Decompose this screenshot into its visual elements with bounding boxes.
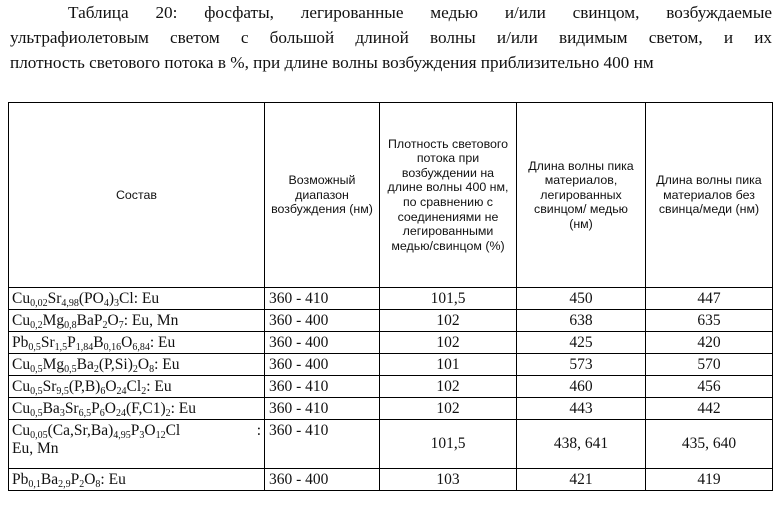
caption-line-3: плотность светового потока в %, при длине волны возбуждения приблизительно 400 нм — [10, 53, 654, 72]
cell-flux: 102 — [380, 376, 517, 398]
cell-peak-doped: 438, 641 — [517, 420, 646, 469]
cell-range: 360 - 410 — [265, 376, 380, 398]
cell-composition: $Cu_{0,02}Sr_{4,98}(PO_4)_3Cl$: Eu — [9, 288, 265, 310]
formula-separator: : — [256, 422, 261, 439]
cell-peak-doped: 573 — [517, 354, 646, 376]
cell-peak-undoped: 456 — [646, 376, 773, 398]
cell-peak-undoped: 419 — [646, 469, 773, 491]
cell-peak-undoped: 442 — [646, 398, 773, 420]
phosphor-table — [8, 102, 773, 491]
cell-range: 360 - 410 — [265, 420, 380, 469]
cell-flux: 101,5 — [380, 288, 517, 310]
cell-peak-undoped: 570 — [646, 354, 773, 376]
cell-range: 360 - 400 — [265, 354, 380, 376]
cell-flux: 102 — [380, 310, 517, 332]
header-peak-undoped: Длина волны пика материалов без свинца/меди (нм) — [646, 103, 773, 288]
cell-flux: 101 — [380, 354, 517, 376]
cell-range: 360 - 400 — [265, 310, 380, 332]
cell-peak-doped: 425 — [517, 332, 646, 354]
cell-range: 360 - 400 — [265, 469, 380, 491]
cell-composition: : $Cu_{0,05}(Ca,Sr,Ba)_{4,95}P_3O_{12}Cl$ Eu, Mn — [9, 420, 265, 469]
table-row — [9, 288, 773, 310]
cell-composition: $Cu_{0,5}Mg_{0,5}Ba_2(P,Si)_2O_8$: Eu — [9, 354, 265, 376]
header-composition: Состав — [9, 103, 265, 288]
cell-peak-undoped: 420 — [646, 332, 773, 354]
cell-peak-doped: 450 — [517, 288, 646, 310]
cell-range: 360 - 410 — [265, 398, 380, 420]
cell-peak-doped: 460 — [517, 376, 646, 398]
table-row — [9, 398, 773, 420]
table-row — [9, 420, 773, 469]
cell-peak-undoped: 447 — [646, 288, 773, 310]
cell-flux: 103 — [380, 469, 517, 491]
cell-range: 360 - 410 — [265, 288, 380, 310]
table-row — [9, 354, 773, 376]
cell-flux: 101,5 — [380, 420, 517, 469]
cell-peak-undoped: 635 — [646, 310, 773, 332]
caption-line-1: Таблица 20: фосфаты, легированные медью и/или свинцом, возбуждаемые — [68, 3, 772, 22]
cell-composition: $Cu_{0,2}Mg_{0,8}BaP_2O_7$: Eu, Mn — [9, 310, 265, 332]
cell-flux: 102 — [380, 398, 517, 420]
cell-composition: $Pb_{0,1}Ba_{2,9}P_2O_8$: Eu — [9, 469, 265, 491]
table-caption — [10, 0, 772, 75]
table-row — [9, 376, 773, 398]
table-row — [9, 310, 773, 332]
header-flux: Плотность светового потока при возбуждении на длине волны 400 нм, по сравнению с соединениями не легированными медью/свинцом (%) — [380, 103, 517, 288]
header-row — [9, 103, 773, 288]
header-range: Возможный диапазон возбуждения (нм) — [265, 103, 380, 288]
cell-flux: 102 — [380, 332, 517, 354]
cell-composition: $Pb_{0,5}Sr_{1,5}P_{1,84}B_{0,16}O_{6,84}$: Eu — [9, 332, 265, 354]
table-row — [9, 469, 773, 491]
cell-peak-doped: 443 — [517, 398, 646, 420]
cell-range: 360 - 400 — [265, 332, 380, 354]
header-peak-doped: Длина волны пика материалов, легированных свинцом/ медью (нм) — [517, 103, 646, 288]
cell-peak-doped: 421 — [517, 469, 646, 491]
cell-composition: $Cu_{0,5}Ba_3Sr_{6,5}P_6O_{24}(F,C1)_2$: Eu — [9, 398, 265, 420]
caption-line-2: ультрафиолетовым светом с большой длиной волны и/или видимым светом, и их — [10, 28, 772, 47]
table-row — [9, 332, 773, 354]
cell-peak-doped: 638 — [517, 310, 646, 332]
cell-composition: $Cu_{0,5}Sr_{9,5}(P,B)_6O_{24}Cl_2$: Eu — [9, 376, 265, 398]
cell-peak-undoped: 435, 640 — [646, 420, 773, 469]
